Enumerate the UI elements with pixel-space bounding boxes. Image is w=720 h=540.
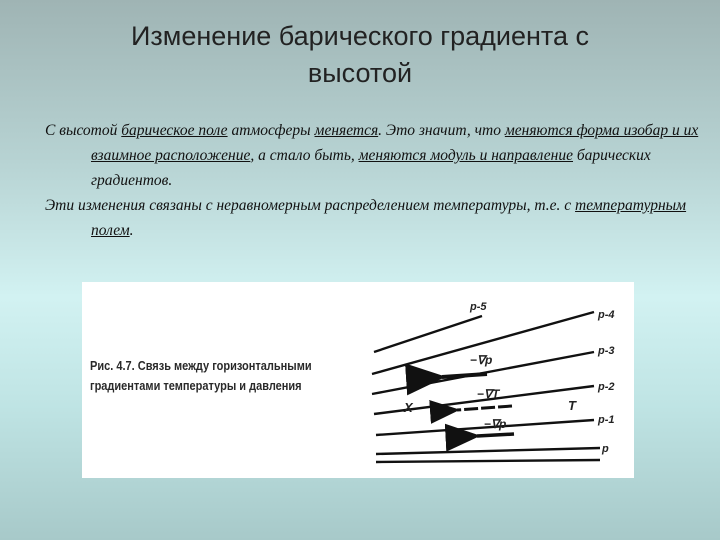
p1-text-c: атмосферы xyxy=(227,122,315,139)
label-p-4: p-4 xyxy=(598,309,615,321)
p2-text-a: Эти изменения связаны с неравномерным распределением температуры, т.е. с xyxy=(45,197,576,214)
label-grad-p-upper: −∇p xyxy=(470,353,493,367)
label-p: p xyxy=(602,443,609,455)
isobar-diagram xyxy=(82,282,634,478)
p1-text-a: С высотой xyxy=(45,122,122,139)
p2-text-c: . xyxy=(129,222,134,239)
slide-title xyxy=(60,18,660,92)
grad-p-upper-arrow xyxy=(442,374,487,377)
grad-p-lower-arrow xyxy=(477,434,514,436)
caption-text: Связь между горизонтальными градиентами температуры и давления xyxy=(90,359,312,393)
p1-text-g: , а стало быть, xyxy=(250,147,359,164)
figure-4-7 xyxy=(82,282,634,478)
paragraph-1 xyxy=(45,118,720,193)
label-t: T xyxy=(568,398,576,413)
label-p-5: p-5 xyxy=(470,301,487,313)
title-line-1: Изменение барического градиента с xyxy=(131,21,589,51)
isobar-p-a xyxy=(376,448,600,454)
label-grad-p-lower: −∇p xyxy=(484,417,507,431)
grad-t-arrow xyxy=(457,406,512,410)
p1-underlined-changes: меняется xyxy=(314,122,379,139)
paragraph-2 xyxy=(45,193,720,243)
caption-prefix: Рис. 4.7. xyxy=(90,359,135,373)
p1-underlined-modulus-direction: меняются модуль и направление xyxy=(358,147,573,164)
p2-underlined-temperature-field: температурным полем xyxy=(91,197,687,239)
p1-underlined-isobar-form: меняются форма изобар и их взаимное расположение xyxy=(91,122,699,164)
p1-text-e: . Это значит, что xyxy=(378,122,505,139)
label-p-1: p-1 xyxy=(598,414,615,426)
label-p-2: p-2 xyxy=(598,381,615,393)
label-p-3: p-3 xyxy=(598,345,615,357)
title-line-2: высотой xyxy=(307,58,413,88)
isobar-p-b xyxy=(376,460,600,462)
p1-underlined-baric-field: барическое поле xyxy=(121,122,228,139)
p1-text-i: барических градиентов. xyxy=(91,147,651,189)
label-x: X xyxy=(404,400,413,415)
label-grad-t: −∇T xyxy=(477,387,500,401)
